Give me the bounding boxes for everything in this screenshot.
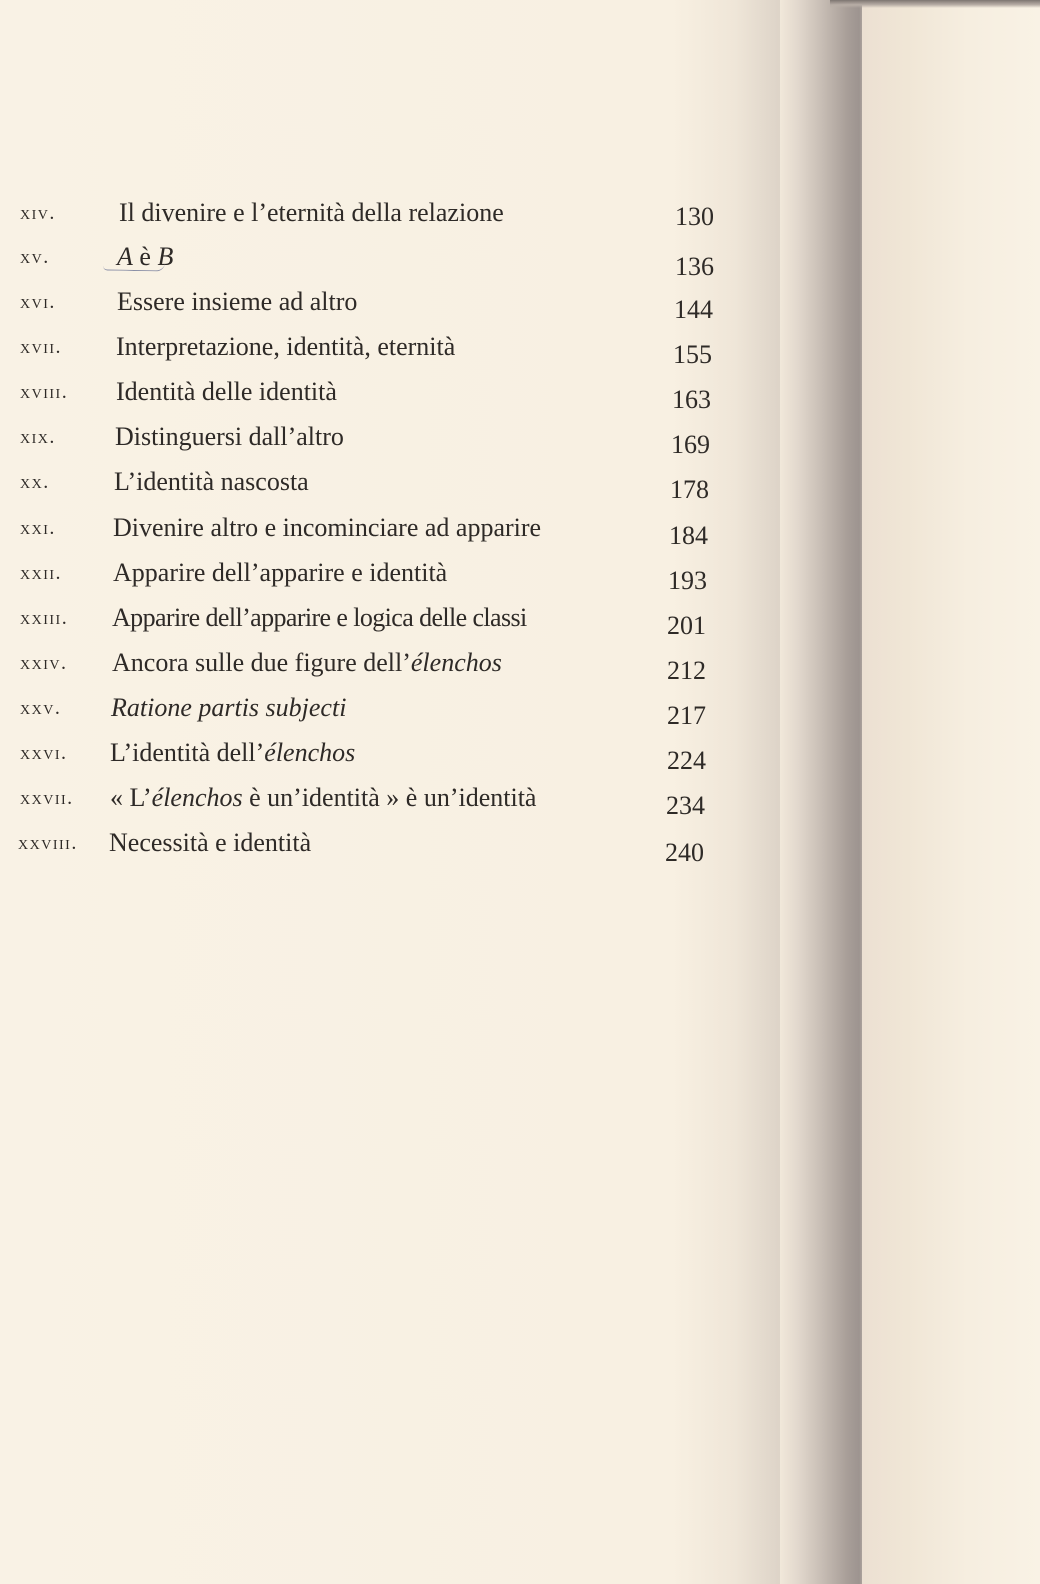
chapter-number: xxi. (20, 517, 56, 539)
toc-entry (0, 513, 740, 553)
chapter-title: Il divenire e l’eternità della relazione (119, 198, 504, 227)
toc-entry (0, 738, 740, 778)
chapter-number: xvii. (20, 336, 63, 358)
toc-entry (0, 332, 740, 372)
toc-entry (0, 198, 740, 238)
chapter-number: xxiii. (20, 607, 69, 629)
toc-entry (0, 422, 740, 462)
page-number: 136 (675, 252, 714, 281)
chapter-title: Necessità e identità (109, 828, 312, 857)
chapter-number: xix. (20, 426, 56, 448)
toc-entry (0, 783, 740, 823)
page-number: 163 (672, 385, 711, 414)
toc-entry (0, 467, 740, 507)
page-number: 184 (669, 521, 708, 550)
page-number: 193 (668, 566, 707, 595)
chapter-number: xxiv. (20, 652, 68, 674)
chapter-title: Divenire altro e incominciare ad apparire (113, 513, 542, 542)
toc-entry (0, 648, 740, 688)
page-number: 169 (671, 430, 710, 459)
chapter-number: xxvi. (20, 742, 68, 764)
chapter-title: Apparire dell’apparire e logica delle classi (112, 603, 527, 632)
toc-entry (0, 287, 740, 327)
chapter-number: xvi. (20, 291, 56, 313)
page-edge-shadow (830, 0, 1040, 8)
page-number: 144 (674, 295, 713, 324)
toc-entry (0, 377, 740, 417)
toc-entry (0, 603, 740, 643)
chapter-number: xxv. (20, 697, 62, 719)
toc-entry (0, 693, 740, 733)
chapter-title: L’identità nascosta (114, 467, 309, 496)
toc-entry (0, 828, 740, 868)
chapter-title: Distinguersi dall’altro (115, 422, 344, 451)
page-number: 234 (666, 791, 705, 820)
page-number: 130 (675, 202, 714, 231)
chapter-number: xviii. (20, 381, 69, 403)
chapter-title: Apparire dell’apparire e identità (113, 558, 448, 587)
page-number: 240 (665, 838, 704, 867)
page-number: 201 (667, 611, 706, 640)
pencil-underline-mark (103, 261, 165, 271)
chapter-number: xv. (20, 246, 50, 268)
chapter-number: xxvii. (20, 787, 74, 809)
right-page (862, 0, 1040, 1584)
page-number: 155 (673, 340, 712, 369)
chapter-number: xiv. (20, 202, 56, 224)
chapter-title: Interpretazione, identità, eternità (116, 332, 456, 361)
page-number: 217 (667, 701, 706, 730)
page-number: 212 (667, 656, 706, 685)
page-number: 178 (670, 475, 709, 504)
chapter-title: Identità delle identità (116, 377, 337, 406)
chapter-number: xx. (20, 471, 50, 493)
book-gutter-shadow (780, 0, 870, 1584)
chapter-title: Ancora sulle due figure dell’élenchos (112, 648, 502, 677)
chapter-number: xxviii. (18, 832, 78, 854)
chapter-title: A è B (117, 242, 174, 271)
chapter-number: xxii. (20, 562, 63, 584)
page-number: 224 (667, 746, 706, 775)
toc-entry (0, 558, 740, 598)
chapter-title: « L’élenchos è un’identità » è un’identità (110, 783, 537, 812)
chapter-title: L’identità dell’élenchos (110, 738, 356, 767)
chapter-title: Ratione partis subjecti (111, 693, 347, 722)
chapter-title: Essere insieme ad altro (117, 287, 358, 316)
